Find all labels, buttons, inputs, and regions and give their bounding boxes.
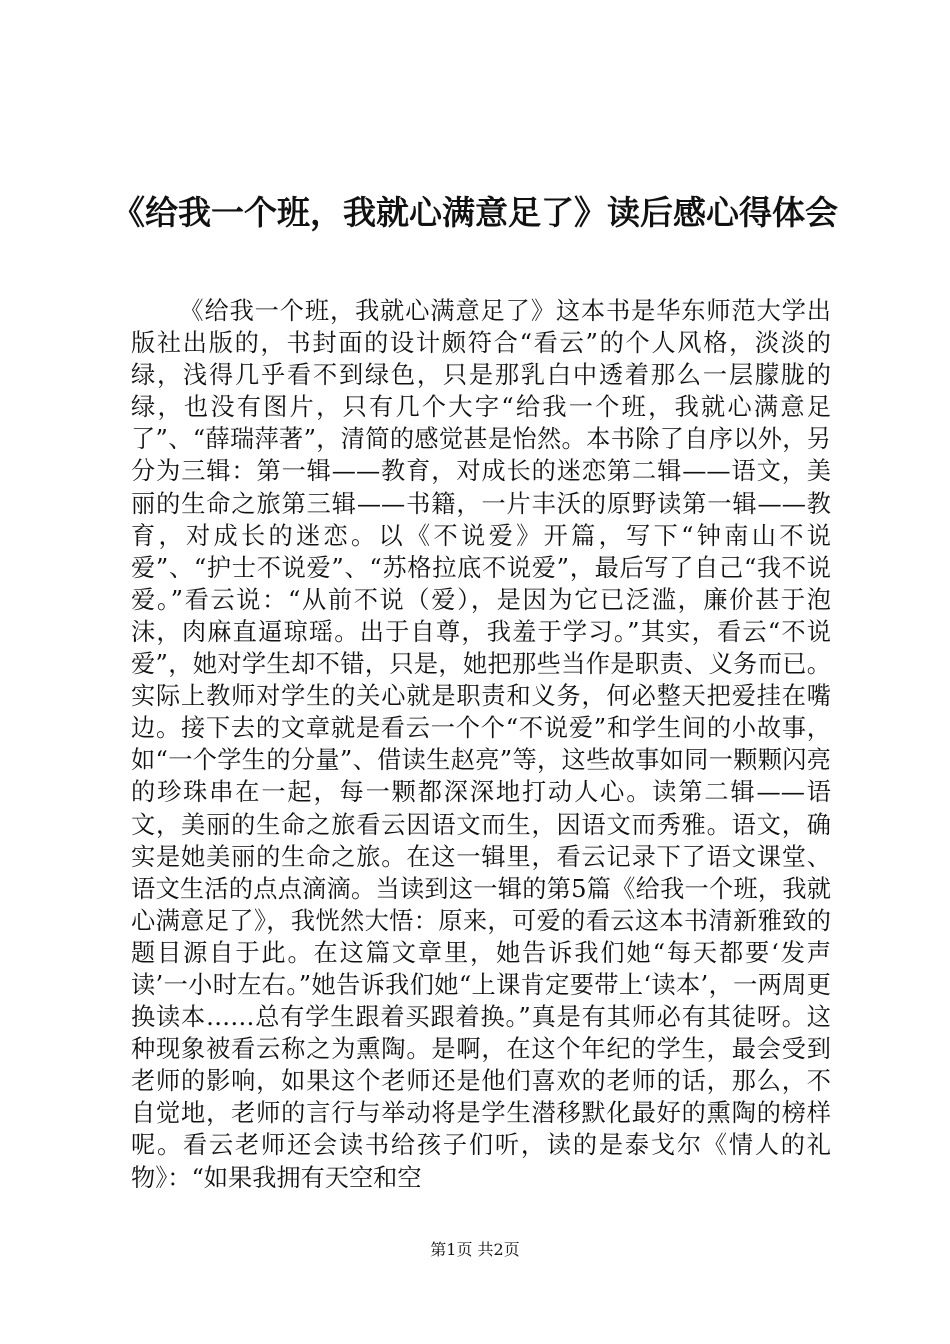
document-title: 《给我一个班，我就心满意足了》读后感心得体会 [112,193,838,232]
page-number-footer: 第1页 共2页 [430,1240,520,1259]
document-body-paragraph: 《给我一个班，我就心满意足了》这本书是华东师范大学出版社出版的，书封面的设计颇符合“看云”的个人风格，淡淡的绿，浅得几乎看不到绿色，只是那乳白中透着那么一层朦胧的绿，也没有图片，只有几个大字“给我一个班，我就心满意足了”、“薛瑞萍著”，清简的感觉甚是怡然。本书除了自序以外，另分为三辑：第一辑——教育，对成长的迷恋第二辑——语文，美丽的生命之旅第三辑——书籍，一片丰沃的原野读第一辑——教育，对成长的迷恋。以《不说爱》开篇，写下“钟南山不说爱”、“护士不说爱”、“苏格拉底不说爱”，最后写了自己“我不说爱。”看云说：“从前不说（爱），是因为它已泛滥，廉价甚于泡沫，肉麻直逼琼瑶。出于自尊，我羞于学习。”其实，看云“不说爱”，她对学生却不错，只是，她把那些当作是职责、义务而已。实际上教师对学生的关心就是职责和义务，何必整天把爱挂在嘴边。接下去的文章就是看云一个个“不说爱”和学生间的小故事，如“一个学生的分量”、借读生赵亮”等，这些故事如同一颗颗闪亮的珍珠串在一起，每一颗都深深地打动人心。读第二辑——语文，美丽的生命之旅看云因语文而生，因语文而秀雅。语文，确实是她美丽的生命之旅。在这一辑里，看云记录下了语文课堂、语文生活的点点滴滴。当读到这一辑的第5篇《给我一个班，我就心满意足了》，我恍然大悟：原来，可爱的看云这本书清新雅致的题目源自于此。在这篇文章里，她告诉我们她“每天都要‘发声读’一小时左右。”她告诉我们她“上课肯定要带上‘读本’，一两周更换读本……总有学生跟着买跟着换。”真是有其师必有其徒呀。这种现象被看云称之为熏陶。是啊，在这个年纪的学生，最会受到老师的影响，如果这个老师还是他们喜欢的老师的话，那么，不自觉地，老师的言行与举动将是学生潜移默化最好的熏陶的榜样呢。看云老师还会读书给孩子们听，读的是泰戈尔《情人的礼物》：“如果我拥有天空和空 [131,297,831,1192]
